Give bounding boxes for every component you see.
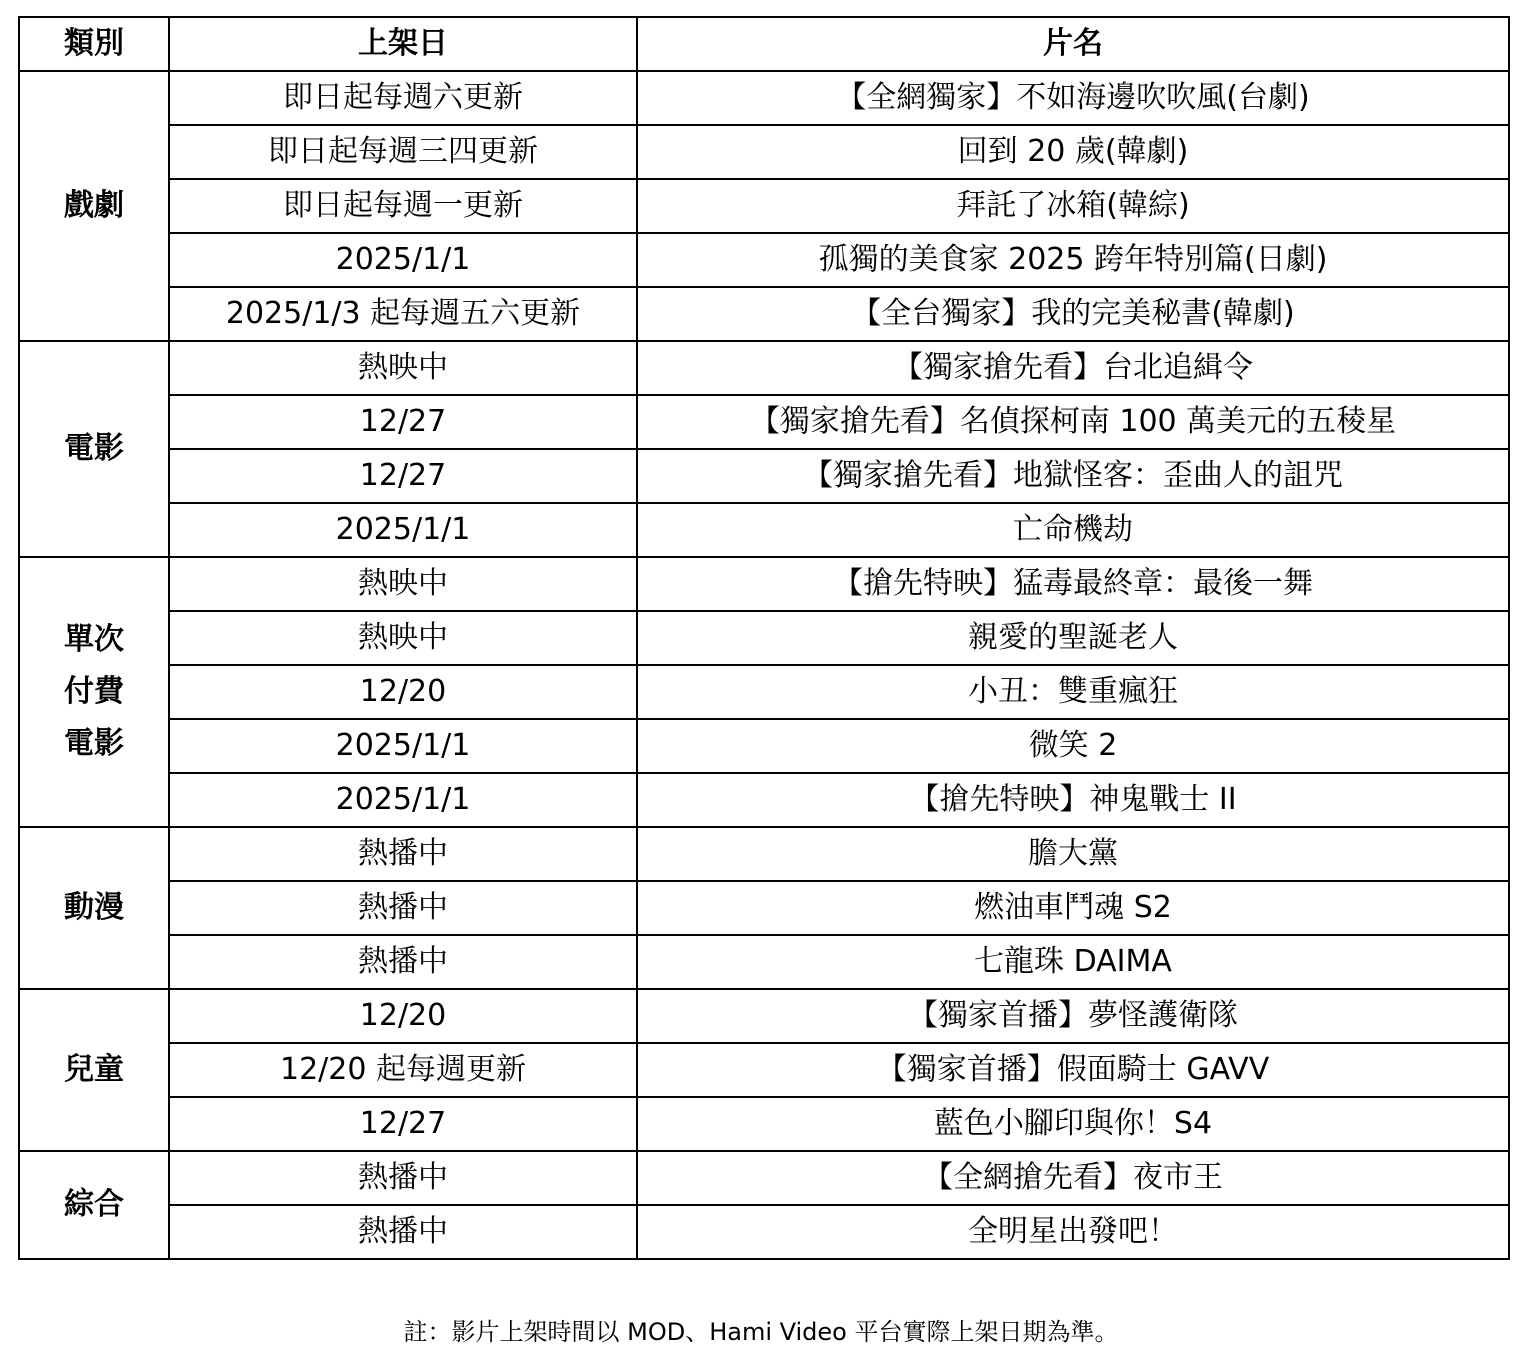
title-cell: 【獨家首播】假面騎士 GAVV — [637, 1043, 1509, 1097]
table-row — [19, 341, 1509, 395]
table-row — [19, 935, 1509, 989]
table-row — [19, 449, 1509, 503]
table-row — [19, 71, 1509, 125]
title-cell: 【全台獨家】我的完美秘書(韓劇) — [637, 287, 1509, 341]
table-row — [19, 611, 1509, 665]
table-row — [19, 1151, 1509, 1205]
table-row — [19, 557, 1509, 611]
header-title: 片名 — [637, 17, 1509, 71]
release-date-cell: 熱播中 — [169, 881, 637, 935]
title-cell: 全明星出發吧！ — [637, 1205, 1509, 1259]
release-date-cell: 2025/1/1 — [169, 773, 637, 827]
title-cell: 微笑 2 — [637, 719, 1509, 773]
table-row — [19, 881, 1509, 935]
release-date-cell: 熱映中 — [169, 611, 637, 665]
table-row — [19, 719, 1509, 773]
table-row — [19, 665, 1509, 719]
release-date-cell: 熱映中 — [169, 341, 637, 395]
title-cell: 【全網搶先看】夜市王 — [637, 1151, 1509, 1205]
title-cell: 【獨家搶先看】名偵探柯南 100 萬美元的五稜星 — [637, 395, 1509, 449]
release-date-cell: 即日起每週六更新 — [169, 71, 637, 125]
category-label: 綜合 — [64, 1187, 124, 1222]
header-category: 類別 — [19, 17, 169, 71]
release-date-cell: 熱播中 — [169, 935, 637, 989]
category-label: 單次 — [64, 622, 124, 657]
title-cell: 拜託了冰箱(韓綜) — [637, 179, 1509, 233]
category-cell — [19, 1151, 169, 1259]
category-label: 電影 — [64, 726, 124, 761]
footnote: 註：影片上架時間以 MOD、Hami Video 平台實際上架日期為準。 — [403, 1318, 1119, 1346]
header-release-date: 上架日 — [169, 17, 637, 71]
table-row — [19, 395, 1509, 449]
table-row — [19, 1205, 1509, 1259]
category-label: 電影 — [64, 431, 124, 466]
category-label: 付費 — [64, 674, 124, 709]
release-date-cell: 熱播中 — [169, 1205, 637, 1259]
table-row — [19, 233, 1509, 287]
title-cell: 【搶先特映】猛毒最終章：最後一舞 — [637, 557, 1509, 611]
release-date-cell: 熱播中 — [169, 1151, 637, 1205]
release-date-cell: 2025/1/3 起每週五六更新 — [169, 287, 637, 341]
release-date-cell: 12/27 — [169, 1097, 637, 1151]
category-cell — [19, 557, 169, 827]
release-date-cell: 2025/1/1 — [169, 719, 637, 773]
release-date-cell: 2025/1/1 — [169, 503, 637, 557]
category-label: 戲劇 — [64, 188, 124, 223]
category-cell — [19, 827, 169, 989]
category-cell — [19, 341, 169, 557]
title-cell: 小丑：雙重瘋狂 — [637, 665, 1509, 719]
category-cell — [19, 71, 169, 341]
title-cell: 【全網獨家】不如海邊吹吹風(台劇) — [637, 71, 1509, 125]
release-date-cell: 熱映中 — [169, 557, 637, 611]
title-cell: 回到 20 歲(韓劇) — [637, 125, 1509, 179]
title-cell: 【獨家搶先看】地獄怪客：歪曲人的詛咒 — [637, 449, 1509, 503]
release-schedule-table — [18, 16, 1510, 1260]
title-cell: 孤獨的美食家 2025 跨年特別篇(日劇) — [637, 233, 1509, 287]
category-label: 動漫 — [64, 890, 124, 925]
release-date-cell: 2025/1/1 — [169, 233, 637, 287]
category-label: 兒童 — [64, 1052, 124, 1087]
release-date-cell: 12/20 — [169, 989, 637, 1043]
table-row — [19, 179, 1509, 233]
table-body — [19, 71, 1509, 1259]
title-cell: 【獨家首播】夢怪護衛隊 — [637, 989, 1509, 1043]
table-row — [19, 827, 1509, 881]
title-cell: 七龍珠 DAIMA — [637, 935, 1509, 989]
title-cell: 燃油車鬥魂 S2 — [637, 881, 1509, 935]
title-cell: 【獨家搶先看】台北追緝令 — [637, 341, 1509, 395]
table-row — [19, 125, 1509, 179]
release-date-cell: 熱播中 — [169, 827, 637, 881]
table-row — [19, 1097, 1509, 1151]
release-date-cell: 12/20 起每週更新 — [169, 1043, 637, 1097]
table-row — [19, 989, 1509, 1043]
title-cell: 【搶先特映】神鬼戰士 II — [637, 773, 1509, 827]
title-cell: 亡命機劫 — [637, 503, 1509, 557]
table-row — [19, 287, 1509, 341]
table-row — [19, 1043, 1509, 1097]
release-date-cell: 即日起每週一更新 — [169, 179, 637, 233]
title-cell: 藍色小腳印與你！S4 — [637, 1097, 1509, 1151]
table-header-row — [19, 17, 1509, 71]
title-cell: 膽大黨 — [637, 827, 1509, 881]
title-cell: 親愛的聖誕老人 — [637, 611, 1509, 665]
release-date-cell: 12/20 — [169, 665, 637, 719]
release-date-cell: 12/27 — [169, 449, 637, 503]
table-row — [19, 773, 1509, 827]
category-cell — [19, 989, 169, 1151]
release-date-cell: 12/27 — [169, 395, 637, 449]
table-row — [19, 503, 1509, 557]
release-date-cell: 即日起每週三四更新 — [169, 125, 637, 179]
